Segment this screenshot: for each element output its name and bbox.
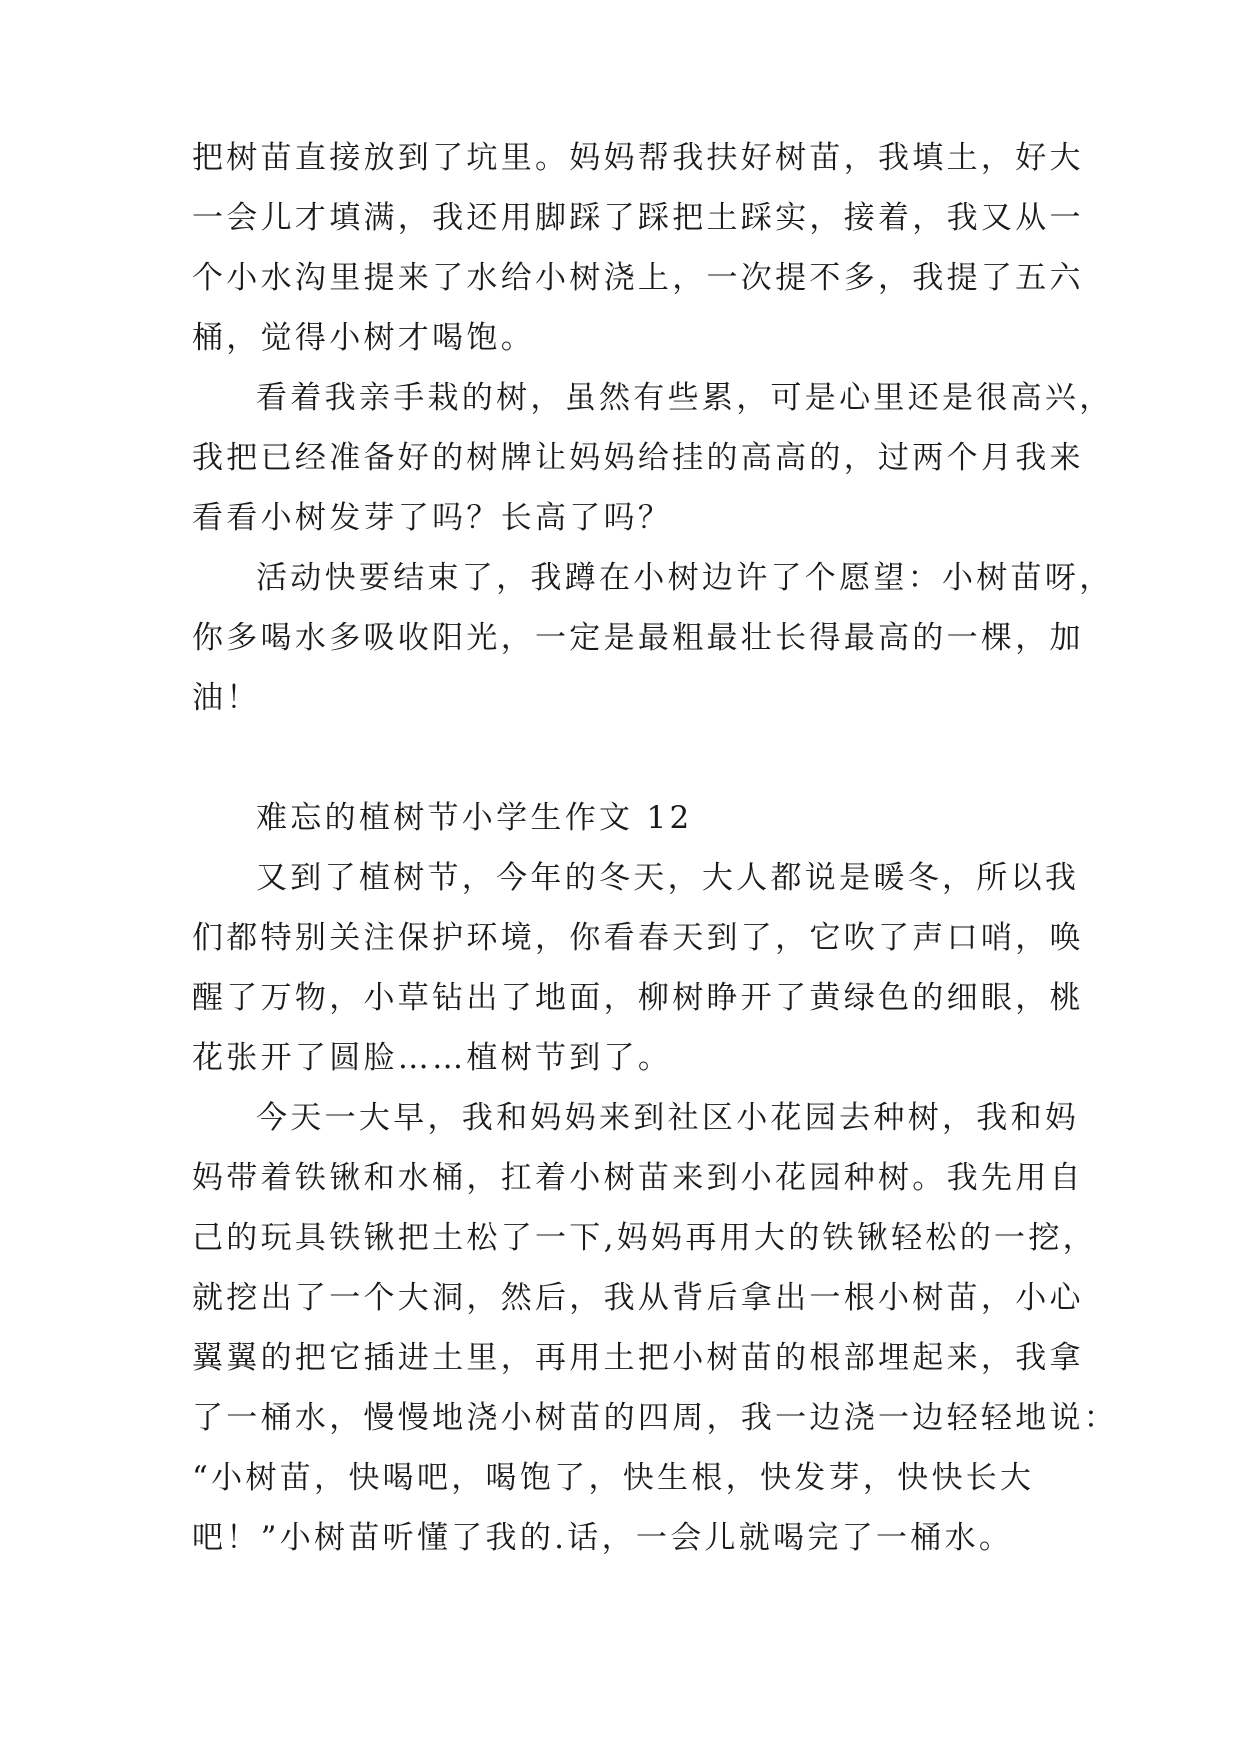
text-line: 油！ bbox=[192, 680, 261, 716]
text-line: 就挖出了一个大洞，然后，我从背后拿出一根小树苗，小心 bbox=[192, 1280, 1084, 1316]
text-line: 了一桶水，慢慢地浇小树苗的四周，我一边浇一边轻轻地说： bbox=[192, 1400, 1119, 1436]
text-line: 把树苗直接放到了坑里。妈妈帮我扶好树苗，我填土，好大 bbox=[192, 140, 1084, 176]
text-line: 桶，觉得小树才喝饱。 bbox=[192, 320, 535, 356]
paragraph-start-line: 今天一大早，我和妈妈来到社区小花园去种树，我和妈 bbox=[256, 1100, 1080, 1136]
essay-title: 难忘的植树节小学生作文 12 bbox=[256, 800, 693, 836]
text-line: 醒了万物，小草钻出了地面，柳树睁开了黄绿色的细眼，桃 bbox=[192, 980, 1084, 1016]
paragraph-start-line: 又到了植树节，今年的冬天，大人都说是暖冬，所以我 bbox=[256, 860, 1080, 896]
text-line: 一会儿才填满，我还用脚踩了踩把土踩实，接着，我又从一 bbox=[192, 200, 1084, 236]
text-line: 吧！”小树苗听懂了我的.话，一会儿就喝完了一桶水。 bbox=[192, 1520, 1014, 1556]
text-line: 看看小树发芽了吗？长高了吗？ bbox=[192, 500, 673, 536]
text-line: 你多喝水多吸收阳光，一定是最粗最壮长得最高的一棵，加 bbox=[192, 620, 1084, 656]
text-line: 们都特别关注保护环境，你看春天到了，它吹了声口哨，唤 bbox=[192, 920, 1084, 956]
text-line: 花张开了圆脸……植树节到了。 bbox=[192, 1040, 673, 1076]
paragraph-start-line: 看着我亲手栽的树，虽然有些累，可是心里还是很高兴， bbox=[256, 380, 1114, 416]
text-line: 我把已经准备好的树牌让妈妈给挂的高高的，过两个月我来 bbox=[192, 440, 1084, 476]
text-line: “小树苗，快喝吧，喝饱了，快生根，快发芽，快快长大 bbox=[192, 1460, 1035, 1496]
text-line: 妈带着铁锹和水桶，扛着小树苗来到小花园种树。我先用自 bbox=[192, 1160, 1084, 1196]
text-line: 翼翼的把它插进土里，再用土把小树苗的根部埋起来，我拿 bbox=[192, 1340, 1084, 1376]
paragraph-start-line: 活动快要结束了，我蹲在小树边许了个愿望：小树苗呀， bbox=[256, 560, 1114, 596]
text-line: 个小水沟里提来了水给小树浇上，一次提不多，我提了五六 bbox=[192, 260, 1084, 296]
text-line: 己的玩具铁锹把土松了一下,妈妈再用大的铁锹轻松的一挖， bbox=[192, 1220, 1097, 1256]
